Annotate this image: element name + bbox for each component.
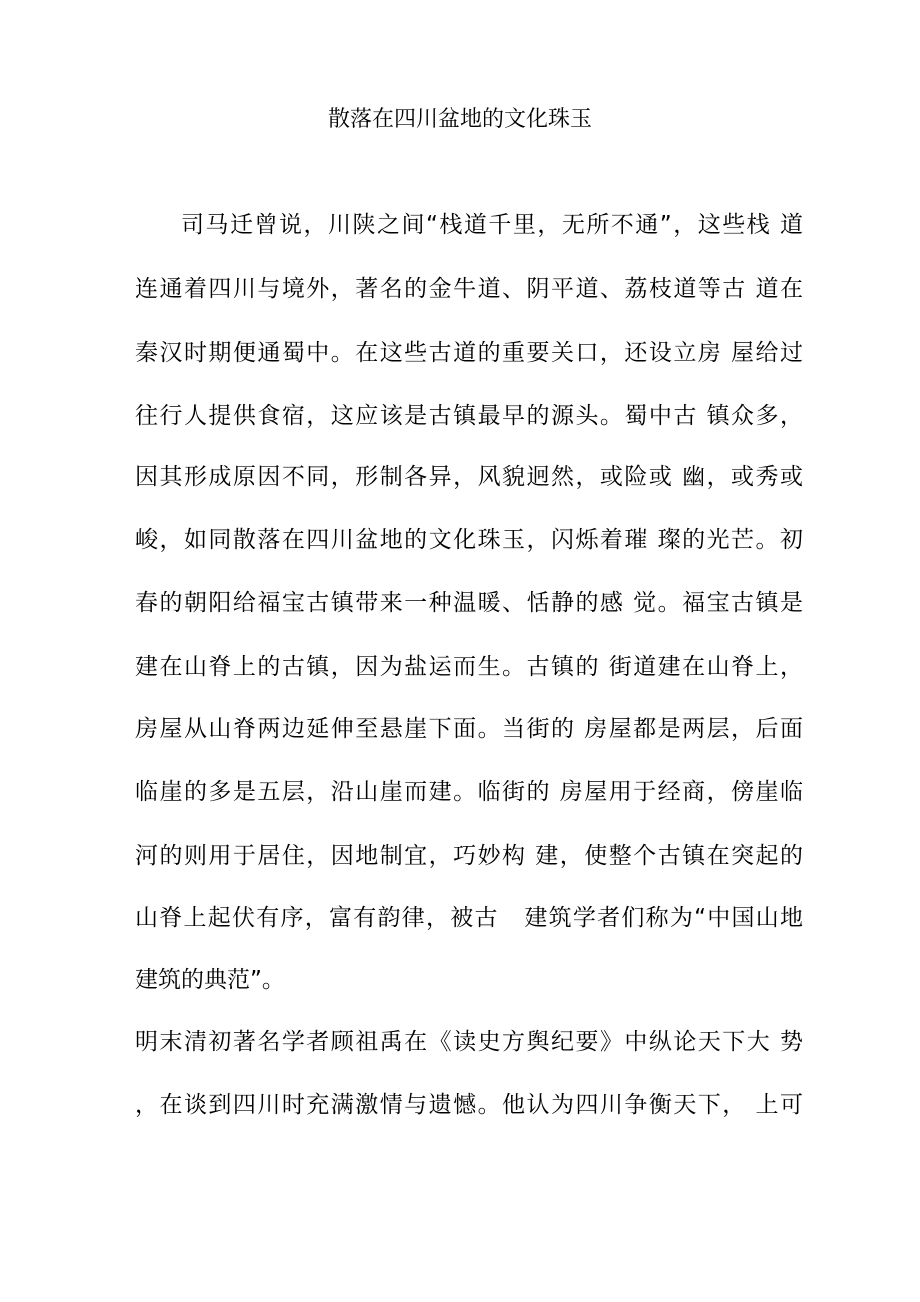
text-line: ，在谈到四川时充满激情与遗憾。他认为四川争衡天下， 上可 [135, 1092, 803, 1118]
text-line: 建筑的典范”。 [135, 967, 285, 993]
text-line: 峻，如同散落在四川盆地的文化珠玉，闪烁着璀 璨的光芒。初 [135, 527, 803, 553]
text-line: 河的则用于居住，因地制宜，巧妙构 建，使整个古镇在突起的 [135, 843, 803, 869]
text-line: 秦汉时期便通蜀中。在这些古道的重要关口，还设立房 屋给过 [135, 340, 803, 366]
text-line: 司马迁曾说，川陕之间“栈道千里，无所不通”，这些栈 道 [181, 212, 803, 238]
document-title: 散落在四川盆地的文化珠玉 [327, 107, 592, 132]
text-line: 连通着四川与境外，著名的金牛道、阴平道、荔枝道等古 道在 [135, 276, 803, 302]
text-line: 山脊上起伏有序，富有韵律，被古 建筑学者们称为“中国山地 [135, 905, 803, 931]
text-line: 春的朝阳给福宝古镇带来一种温暖、恬静的感 觉。福宝古镇是 [135, 590, 803, 616]
text-line: 房屋从山脊两边延伸至悬崖下面。当街的 房屋都是两层，后面 [135, 716, 803, 742]
text-line: 临崖的多是五层，沿山崖而建。临街的 房屋用于经商，傍崖临 [135, 779, 803, 805]
text-line: 往行人提供食宿，这应该是古镇最早的源头。蜀中古 镇众多， [135, 403, 803, 429]
text-line: 因其形成原因不同，形制各异，风貌迥然，或险或 幽，或秀或 [135, 464, 803, 490]
text-line: 明末清初著名学者顾祖禹在《读史方舆纪要》中纵论天下大 势 [135, 1029, 803, 1055]
text-line: 建在山脊上的古镇，因为盐运而生。古镇的 街道建在山脊上， [135, 654, 803, 680]
